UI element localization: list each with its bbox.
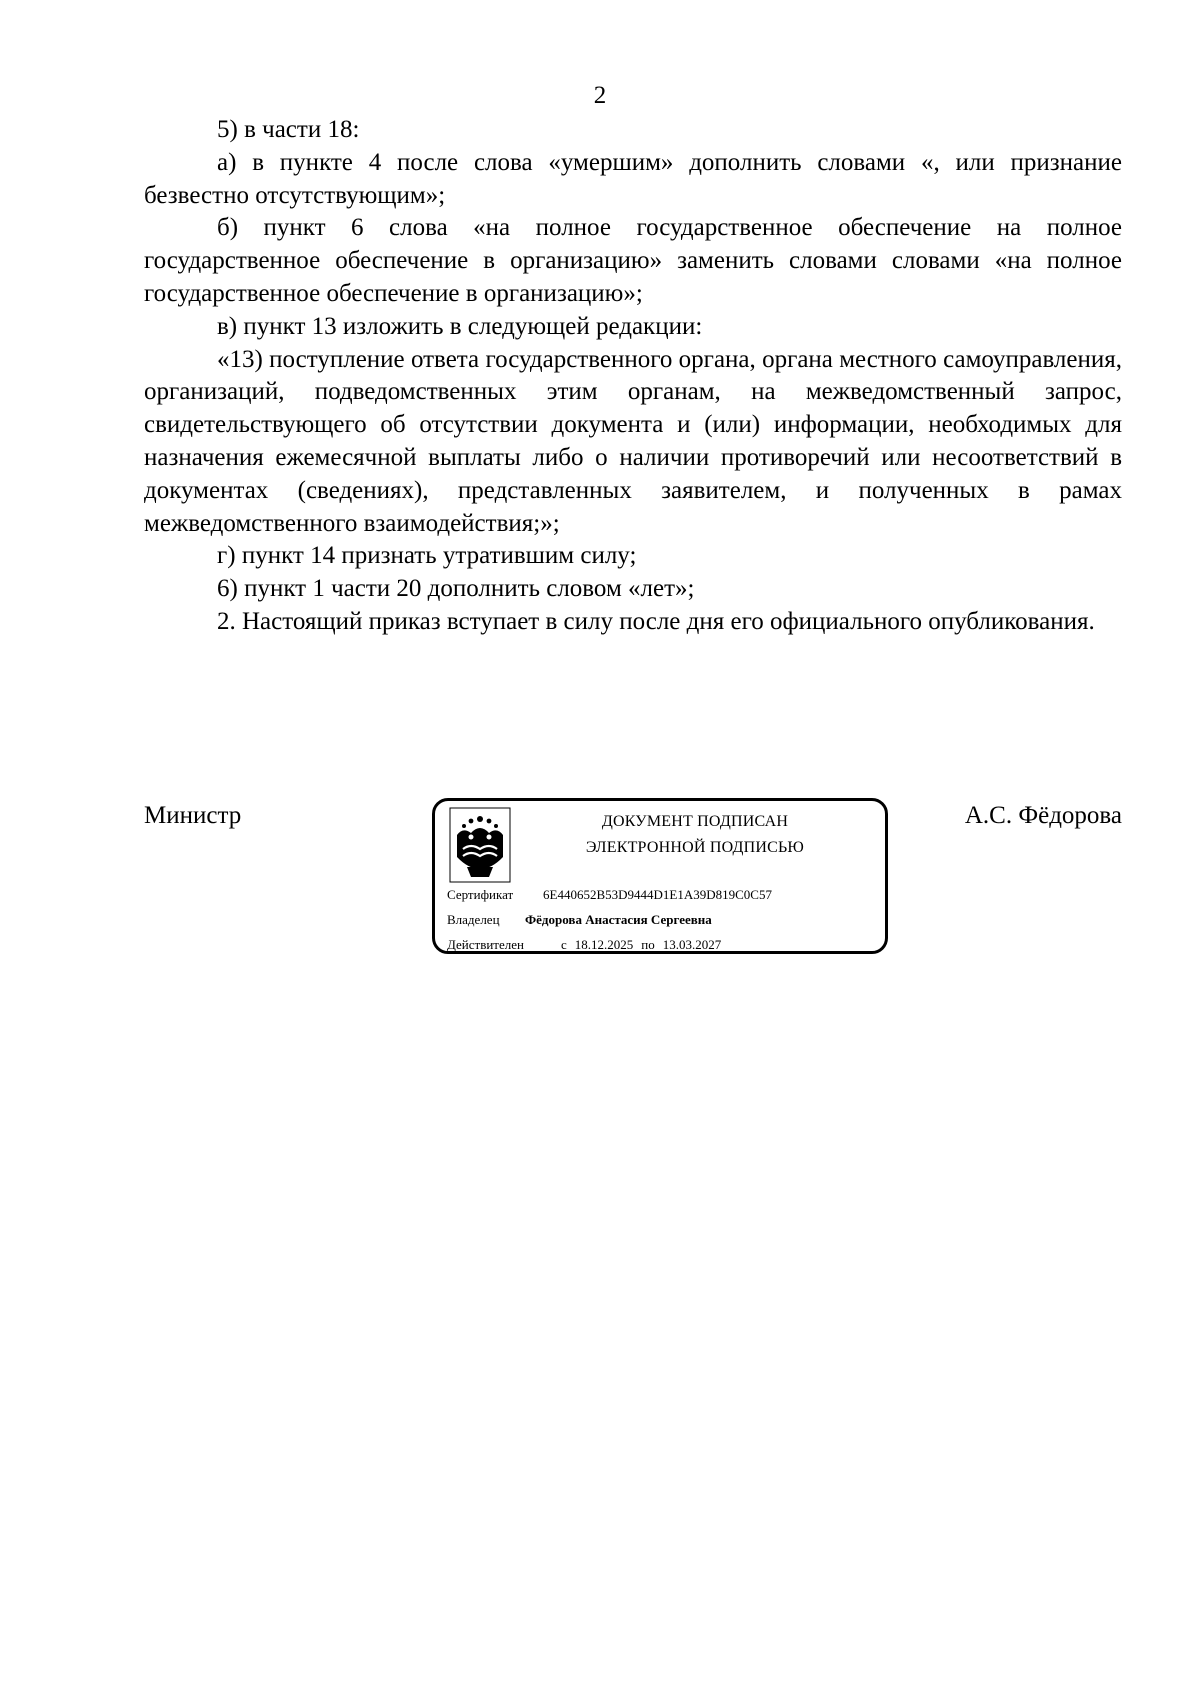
valid-to-date: 13.03.2027	[662, 937, 722, 952]
signer-name: А.С. Фёдорова	[964, 802, 1122, 829]
owner-row	[447, 912, 712, 928]
valid-to-prefix: по	[641, 937, 655, 952]
validity-row	[447, 937, 721, 953]
signer-position: Министр	[144, 802, 242, 829]
paragraph-item-13-text: «13) поступление ответа государственного органа, органа местного самоуправления, организаций, подведомственных этим органам, на межведомственный запрос, свидетельствующего об отсутствии документа и (или) информации, необходимых для назначения ежемесячной выплаты либо о наличии противоречий или несоответствий в документах (сведениях), представленных заявителем, и полученных в рамах межведомственного взаимодействия;»;	[144, 345, 1122, 537]
page-number: 2	[593, 82, 607, 109]
valid-from-prefix: с	[561, 937, 567, 952]
document-body	[144, 114, 1122, 639]
paragraph-part-18: 5) в части 18:	[217, 116, 360, 143]
valid-from-date: 18.12.2025	[574, 937, 634, 952]
paragraph-item-a: а) в пункте 4 после слова «умершим» дополнить словами «, или признание безвестно отсутствующим»;	[144, 148, 1122, 209]
paragraph-item-v: в) пункт 13 изложить в следующей редакции:	[217, 312, 703, 340]
certificate-row	[447, 887, 772, 903]
paragraph-item-b: б) пункт 6 слова «на полное государственное обеспечение на полное государственное обеспечение в организацию» заменить словами словами «на полное государственное обеспечение в организацию»;	[144, 214, 1122, 307]
stamp-header-line2: ЭЛЕКТРОННОЙ ПОДПИСЬЮ	[585, 839, 805, 856]
stamp-header	[525, 809, 865, 861]
paragraph-effective-date: 2. Настоящий приказ вступает в силу после дня его официального опубликования.	[217, 607, 1095, 635]
owner-label: Владелец	[447, 912, 500, 927]
stamp-header-line1: ДОКУМЕНТ ПОДПИСАН	[601, 813, 789, 830]
validity-label: Действителен	[447, 937, 524, 952]
paragraph-item-g: г) пункт 14 признать утратившим силу;	[217, 542, 637, 570]
paragraph-item-6: 6) пункт 1 части 20 дополнить словом «лет»;	[217, 575, 695, 603]
regional-coat-of-arms-icon	[449, 807, 511, 883]
owner-value: Фёдорова Анастасия Сергеевна	[525, 912, 712, 927]
certificate-value: 6E440652B53D9444D1E1A39D819C0C57	[543, 887, 772, 902]
electronic-signature-stamp	[432, 798, 888, 954]
certificate-label: Сертификат	[447, 887, 514, 902]
